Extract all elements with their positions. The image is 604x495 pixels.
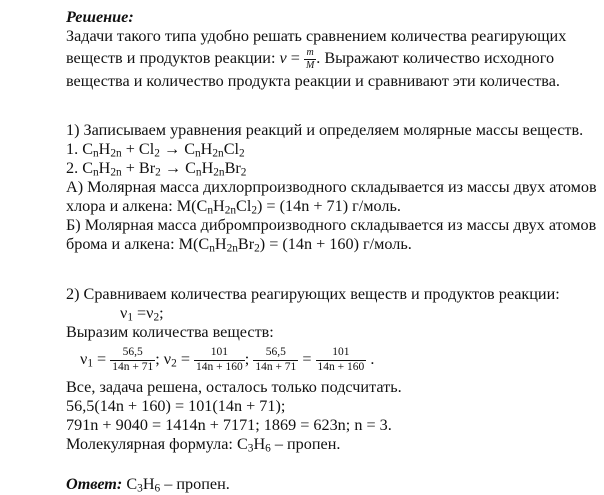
- eq-part: =ν: [133, 304, 154, 322]
- fraction-4-numerator: 101: [332, 346, 350, 359]
- express-line: Выразим количества веществ:: [66, 323, 274, 341]
- molar-mass-a-line-1: А) Молярная масса дихлорпроизводного складывается из массы двух атомов: [66, 178, 597, 196]
- equals-sign: =: [176, 350, 195, 368]
- r1-sub: 2n: [212, 147, 224, 160]
- a-part: хлора и алкена: M(C: [66, 197, 208, 215]
- b-sub: 2: [254, 242, 260, 255]
- intro-line-2-start: веществ и продуктов реакции:: [66, 49, 280, 68]
- r2-part: H: [98, 159, 111, 177]
- separator: ;: [244, 350, 254, 368]
- a-sub: n: [207, 204, 213, 217]
- nu-equality: [120, 304, 164, 323]
- fraction-1-numerator: 56,5: [122, 346, 143, 359]
- b-part: H: [214, 235, 227, 253]
- r1-sub: 2n: [110, 147, 122, 160]
- period: .: [366, 350, 375, 368]
- r1-part: Cl: [223, 140, 239, 158]
- a-sub: 2n: [224, 204, 237, 217]
- fraction-1-denominator: 14n + 71: [112, 360, 154, 373]
- eq-part: ;: [159, 304, 164, 322]
- eq-sub: 2: [153, 311, 160, 324]
- reaction-2: [66, 159, 246, 178]
- step2-title: 2) Сравниваем количества реагирующих веществ и продуктов реакции:: [66, 285, 560, 303]
- eq-part: ν: [120, 304, 128, 322]
- b-sub: 2n: [226, 242, 238, 255]
- intro-line-3: вещества и количество продукта реакции и сравнивают эти количества.: [66, 72, 560, 90]
- molecular-formula-line: [66, 435, 340, 454]
- r2-sub: 2: [155, 166, 161, 179]
- answer-sub: 3: [137, 482, 143, 495]
- r2-sub: 2n: [213, 166, 225, 179]
- fraction-2-denominator: 14n + 160: [196, 360, 243, 373]
- fraction-denominator: M: [305, 60, 315, 71]
- intro-line-1: Задачи такого типа удобно решать сравнением количества реагирующих: [66, 27, 567, 45]
- answer-sub: 6: [154, 482, 161, 495]
- r1-sub: n: [195, 147, 201, 160]
- intro-line-2-end: . Выражают количество исходного: [316, 49, 555, 68]
- molar-mass-a-line-2: [66, 197, 401, 216]
- r1-part: 1. C: [66, 140, 93, 158]
- fraction-3: [253, 347, 298, 373]
- a-sub: 2: [251, 204, 257, 217]
- answer-line: [66, 475, 230, 494]
- fraction-2: [194, 347, 245, 373]
- eq-sub: 1: [127, 311, 133, 324]
- a-part: ) = (14n + 71) г/моль.: [257, 197, 401, 215]
- fraction-3-numerator: 56,5: [265, 346, 286, 359]
- b-part: Br: [237, 235, 255, 253]
- answer-part: C: [122, 475, 138, 493]
- r2-sub: n: [195, 166, 202, 179]
- calc-equation-1: 56,5(14n + 160) = 101(14n + 71);: [66, 397, 286, 415]
- calc-line: Все, задача решена, осталось только подсчитать.: [66, 378, 402, 396]
- r2-sub: 2: [240, 166, 247, 179]
- r2-part: H: [201, 159, 214, 177]
- molar-mass-b-line-2: [66, 235, 412, 254]
- nu1-symbol: ν: [80, 350, 88, 368]
- b-sub: n: [209, 242, 215, 255]
- formula-part: – пропен.: [270, 435, 341, 453]
- r1-part: H: [200, 140, 213, 158]
- fraction-3-denominator: 14n + 71: [255, 360, 297, 373]
- r1-sub: 2: [239, 147, 245, 160]
- equals-sign: =: [93, 350, 111, 368]
- fraction-4: [316, 347, 367, 373]
- b-part: брома и алкена: M(C: [66, 235, 210, 253]
- r2-sub: n: [93, 166, 99, 179]
- equals-sign: =: [298, 350, 316, 368]
- molar-mass-b-line-1: Б) Молярная масса дибромпроизводного складывается из массы двух атомов: [66, 216, 597, 234]
- nu2-sub: 2: [171, 357, 177, 370]
- fraction-1: [110, 347, 155, 373]
- a-part: Cl: [236, 197, 252, 215]
- r2-part: → C: [160, 159, 196, 177]
- r1-part: → C: [159, 140, 195, 158]
- step1-title: 1) Записываем уравнения реакций и определяем молярные массы веществ.: [66, 121, 584, 139]
- a-part: H: [213, 197, 225, 215]
- calc-equation-2: 791n + 9040 = 1414n + 7171; 1869 = 623n; n = 3.: [66, 416, 392, 434]
- r1-sub: 2: [154, 147, 160, 160]
- solution-heading: Решение:: [66, 8, 134, 26]
- fraction-numerator: m: [306, 47, 314, 58]
- intro-line-2: [66, 48, 554, 71]
- mass-ratio-fraction: [304, 48, 316, 71]
- fraction-2-numerator: 101: [210, 346, 229, 359]
- r2-sub: 2n: [110, 166, 122, 179]
- nu-symbol: ν: [279, 49, 287, 68]
- r1-sub: n: [93, 147, 99, 160]
- separator: ; ν: [155, 350, 172, 368]
- b-part: ) = (14n + 160) г/моль.: [259, 235, 412, 253]
- formula-sub: 3: [247, 442, 254, 455]
- answer-part: H: [142, 475, 155, 493]
- r2-part: Br: [224, 159, 241, 177]
- r2-part: + Br: [121, 159, 156, 177]
- fraction-4-denominator: 14n + 160: [317, 360, 365, 373]
- r1-part: H: [98, 140, 111, 158]
- r1-part: + Cl: [121, 140, 155, 158]
- formula-part: Молекулярная формула: C: [66, 435, 248, 453]
- fraction-equations: [80, 343, 374, 375]
- nu1-sub: 1: [87, 357, 93, 370]
- formula-part: H: [253, 435, 266, 453]
- answer-label: Ответ:: [66, 475, 123, 493]
- formula-sub: 6: [265, 442, 271, 455]
- r2-part: 2. C: [66, 159, 93, 177]
- equals-sign: =: [286, 49, 304, 68]
- answer-part: – пропен.: [160, 475, 230, 493]
- reaction-1: [66, 140, 245, 159]
